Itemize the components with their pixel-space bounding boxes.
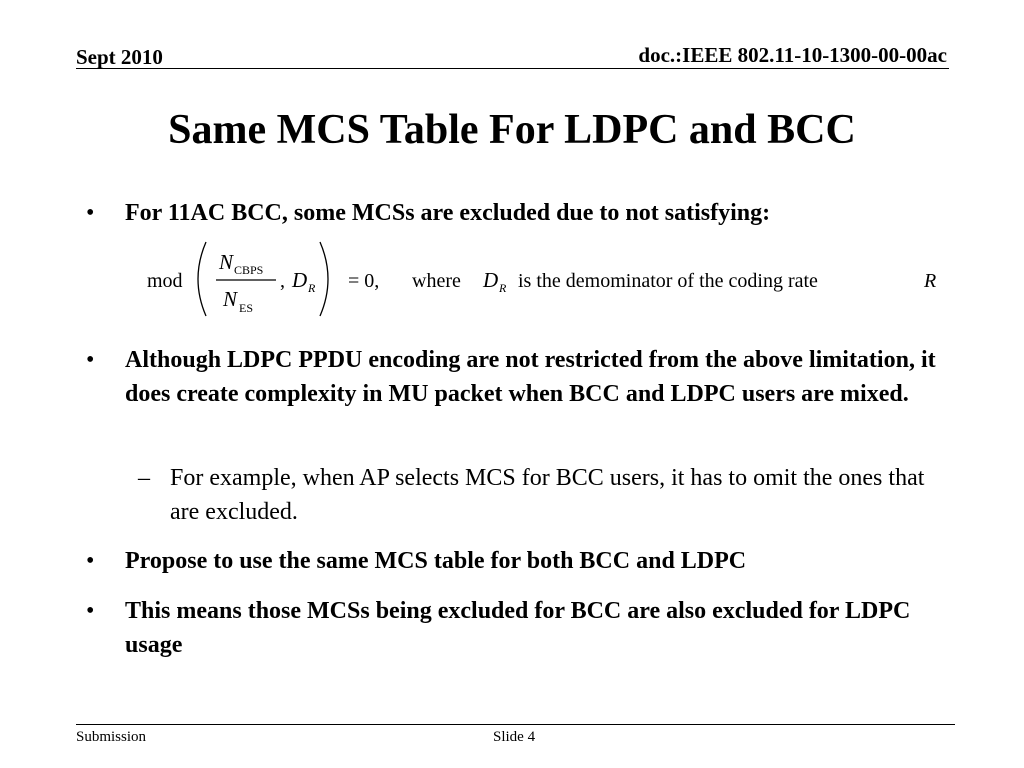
bullet-marker: • (86, 548, 95, 574)
footer-divider (76, 724, 955, 725)
formula-comma: , (280, 270, 285, 292)
formula-cbps: CBPS (234, 263, 264, 277)
bullet-marker: • (86, 347, 95, 373)
footer-submission: Submission (76, 729, 147, 745)
sub-bullet-1-text: For example, when AP selects MCS for BCC users, it has to omit the ones that are excluded. (170, 465, 925, 525)
formula-d-sub: R (308, 281, 316, 295)
formula-where: where (412, 270, 461, 292)
formula-left-paren (198, 242, 206, 316)
formula-rate-symbol: R (924, 270, 937, 292)
slide-title: Same MCS Table For LDPC and BCC (168, 107, 856, 153)
header-divider (76, 68, 949, 69)
formula-d: D (292, 268, 308, 292)
formula-n-bottom: N (223, 287, 238, 311)
bullet-3-text: Propose to use the same MCS table for both BCC and LDPC (125, 548, 747, 574)
bullet-marker: • (86, 598, 95, 624)
header-date: Sept 2010 (76, 45, 163, 69)
formula-description: is the demominator of the coding rate (518, 270, 818, 292)
formula-where-d-sub: R (499, 281, 507, 295)
formula-es: ES (239, 301, 254, 315)
footer-slide-number: Slide 4 (493, 729, 536, 745)
bullet-marker: • (86, 200, 95, 226)
formula-where-d: D (483, 268, 499, 292)
bullet-1-text: For 11AC BCC, some MCSs are excluded due to not satisfying: (125, 200, 771, 226)
formula (140, 236, 950, 327)
formula-n-top: N (219, 250, 234, 274)
formula-svg (140, 236, 950, 322)
formula-right-paren (320, 242, 328, 316)
header-doc-id: doc.:IEEE 802.11-10-1300-00-00ac (638, 43, 947, 67)
sub-bullet-marker: – (138, 465, 150, 491)
formula-mod: mod (147, 270, 183, 292)
bullet-2-text: Although LDPC PPDU encoding are not restricted from the above limitation, it does create complexity in MU packet when BCC and LDPC users are mixed. (125, 347, 936, 407)
bullet-4-text: This means those MCSs being excluded for BCC are also excluded for LDPC usage (125, 598, 911, 658)
formula-equals: = 0, (348, 270, 380, 292)
